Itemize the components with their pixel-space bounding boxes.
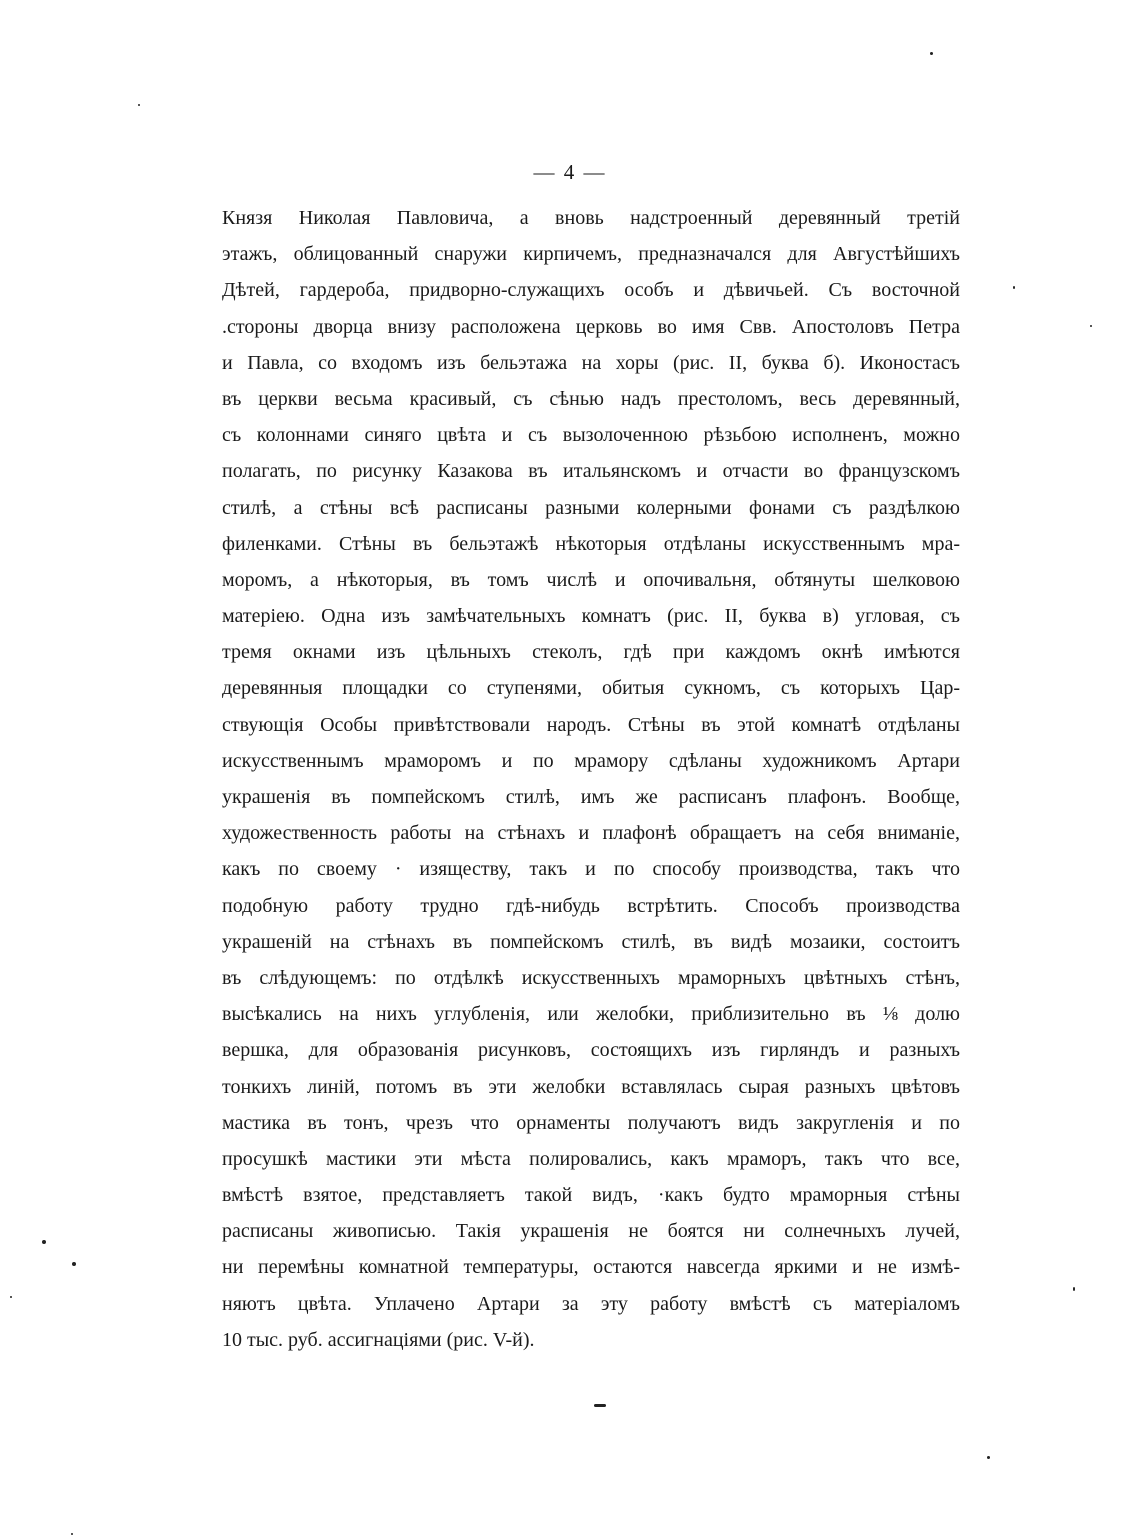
body-text [222, 200, 960, 1358]
text-line: полагать, по рисунку Казакова въ итальянскомъ и отчасти во французскомъ [222, 460, 960, 483]
text-line: филенками. Стѣны въ бельэтажѣ нѣкоторыя отдѣланы искусственнымъ мра- [222, 532, 960, 555]
text-line: няютъ цвѣта. Уплачено Артари за эту работу вмѣстѣ съ матеріаломъ [222, 1292, 960, 1315]
text-line: деревянныя площадки со ступенями, обитыя сукномъ, съ которыхъ Цар- [222, 677, 960, 700]
text-line: Князя Николая Павловича, а вновь надстроенный деревянный третій [222, 207, 960, 229]
text-line: матеріею. Одна изъ замѣчательныхъ комнатъ (рис. II, буква в) угловая, съ [222, 605, 960, 628]
text-line: тонкихъ линій, потомъ въ эти желобки вставлялась сырая разныхъ цвѣтовъ [222, 1075, 960, 1098]
text-line: тремя окнами изъ цѣльныхъ стеколъ, гдѣ при каждомъ окнѣ имѣются [222, 641, 960, 664]
scan-speck [1073, 1287, 1075, 1291]
text-line: просушкѣ мастики эти мѣста полировались, какъ мраморъ, такъ что все, [222, 1147, 960, 1170]
text-line: съ колоннами синяго цвѣта и съ вызолоченною рѣзьбою исполненъ, можно [222, 424, 960, 447]
text-line: этажъ, облицованный снаружи кирпичемъ, предназначался для Августѣйшихъ [222, 243, 960, 266]
scan-speck [42, 1240, 46, 1244]
text-line: какъ по своему · изяществу, такъ и по способу производства, такъ что [222, 858, 960, 881]
text-line: художественность работы на стѣнахъ и плафонѣ обращаетъ на себя вниманіе, [222, 822, 960, 845]
scan-speck [10, 1296, 12, 1298]
scan-speck [594, 1404, 606, 1407]
text-line: .стороны дворца внизу расположена церковь во имя Свв. Апостоловъ Петра [222, 315, 960, 338]
scan-speck [987, 1456, 990, 1459]
text-line: моромъ, а нѣкоторыя, въ томъ числѣ и опочивальня, обтянуты шелковою [222, 568, 960, 591]
text-line: украшенія въ помпейскомъ стилѣ, имъ же расписанъ плафонъ. Вообще, [222, 786, 960, 808]
text-line: искусственнымъ мраморомъ и по мрамору сдѣланы художникомъ Артари [222, 749, 960, 772]
text-line: 10 тыс. руб. ассигнаціями (рис. V-й). [222, 1328, 535, 1351]
scan-speck [930, 52, 933, 55]
page-number: — 4 — [533, 160, 607, 184]
text-line: мастика въ тонъ, чрезъ что орнаменты получаютъ видъ закругленія и по [222, 1111, 960, 1134]
text-line: въ церкви весьма красивый, съ сѣнью надъ престоломъ, весь деревянный, [222, 387, 960, 410]
scan-speck [71, 1533, 73, 1535]
text-line: ствующія Особы привѣтствовали народъ. Стѣны въ этой комнатѣ отдѣланы [222, 713, 960, 736]
text-line: и Павла, со входомъ изъ бельэтажа на хоры (рис. II, буква б). Иконостасъ [222, 351, 960, 374]
text-line: стилѣ, а стѣны всѣ расписаны разными колерными фонами съ раздѣлкою [222, 496, 960, 519]
text-line: расписаны живописью. Такія украшенія не боятся ни солнечныхъ лучей, [222, 1220, 960, 1243]
text-line: вершка, для образованія рисунковъ, состоящихъ изъ гирляндъ и разныхъ [222, 1039, 960, 1062]
text-line: въ слѣдующемъ: по отдѣлкѣ искусственныхъ мраморныхъ цвѣтныхъ стѣнъ, [222, 966, 960, 989]
text-line: высѣкались на нихъ углубленія, или желобки, приблизительно въ ⅛ долю [222, 1003, 960, 1026]
text-line: вмѣстѣ взятое, представляетъ такой видъ, ·какъ будто мраморныя стѣны [222, 1184, 960, 1207]
scan-speck [1013, 286, 1015, 289]
text-line: украшеній на стѣнахъ въ помпейскомъ стилѣ, въ видѣ мозаики, состоитъ [222, 930, 960, 953]
scan-speck [1090, 325, 1092, 327]
text-line: подобную работу трудно гдѣ-нибудь встрѣтить. Способъ производства [222, 894, 960, 917]
scan-speck [72, 1262, 76, 1266]
scan-speck [138, 104, 140, 106]
text-line: ни перемѣны комнатной температуры, остаются навсегда яркими и не измѣ- [222, 1256, 960, 1279]
text-line: Дѣтей, гардероба, придворно-служащихъ особъ и дѣвичьей. Съ восточной [222, 279, 960, 302]
